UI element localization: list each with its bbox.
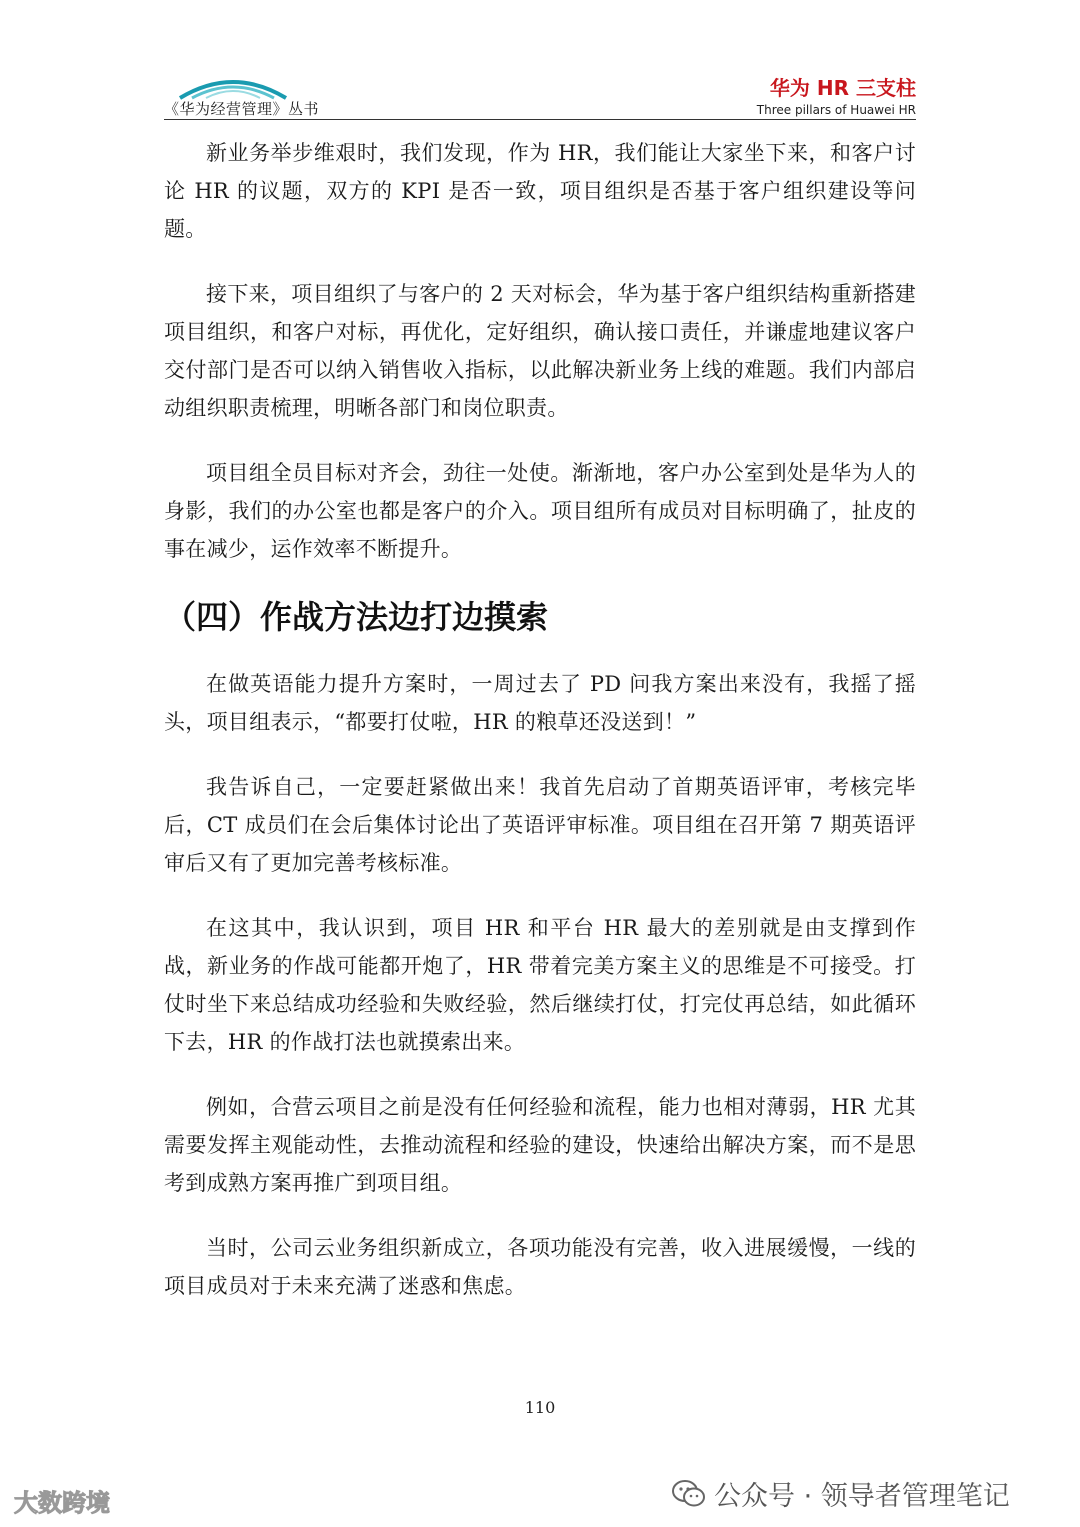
watermark-right (672, 1474, 1010, 1513)
paragraph: 新业务举步维艰时，我们发现，作为 HR，我们能让大家坐下来，和客户讨论 HR 的议题，双方的 KPI 是否一致，项目组织是否基于客户组织建设等问题。 (164, 141, 916, 241)
page-header (0, 0, 1080, 125)
page-number: 110 (524, 1398, 556, 1417)
paragraph: 例如，合营云项目之前是没有任何经验和流程，能力也相对薄弱，HR 尤其需要发挥主观能动性，去推动流程和经验的建设，快速给出解决方案，而不是思考到成熟方案再推广到项目组。 (164, 1095, 916, 1195)
page-body (164, 134, 916, 1332)
watermark-left: 大数跨境 (14, 1489, 110, 1517)
header-rule (164, 119, 916, 120)
section-heading: （四）作战方法边打边摸索 (164, 598, 549, 636)
paragraph: 我告诉自己，一定要赶紧做出来！我首先启动了首期英语评审，考核完毕后，CT 成员们在会后集体讨论出了英语评审标准。项目组在召开第 7 期英语评审后又有了更加完善考核标准。 (164, 775, 916, 875)
paragraph: 在做英语能力提升方案时，一周过去了 PD 问我方案出来没有，我摇了摇头，项目组表示，“都要打仗啦，HR 的粮草还没送到！” (164, 672, 916, 734)
paragraph: 接下来，项目组织了与客户的 2 天对标会，华为基于客户组织结构重新搭建项目组织，和客户对标，再优化，定好组织，确认接口责任，并谦虚地建议客户交付部门是否可以纳入销售收入指标，以此解决新业务上线的难题。我们内部启动组织职责梳理，明晰各部门和岗位职责。 (164, 282, 916, 420)
book-title-block (757, 76, 916, 118)
paragraph: 项目组全员目标对齐会，劲往一处使。渐渐地，客户办公室到处是华为人的身影，我们的办公室也都是客户的介入。项目组所有成员对目标明确了，扯皮的事在减少，运作效率不断提升。 (164, 461, 916, 561)
wechat-icon (672, 1479, 706, 1509)
watermark-right-text: 公众号 · 领导者管理笔记 (714, 1481, 1010, 1512)
paragraph: 当时，公司云业务组织新成立，各项功能没有完善，收入进展缓慢，一线的项目成员对于未来充满了迷惑和焦虑。 (164, 1236, 916, 1298)
series-title: 《华为经营管理》丛书 (164, 100, 320, 118)
paragraph: 在这其中，我认识到，项目 HR 和平台 HR 最大的差别就是由支撑到作战，新业务的作战可能都开炮了，HR 带着完美方案主义的思维是不可接受。打仗时坐下来总结成功经验和失败经验，然后继续打仗，打完仗再总结，如此循环下去，HR 的作战打法也就摸索出来。 (164, 916, 916, 1054)
mountain-arc-logo (178, 72, 288, 100)
book-subtitle: Three pillars of Huawei HR (756, 103, 916, 117)
book-title: 华为 HR 三支柱 (769, 76, 916, 100)
